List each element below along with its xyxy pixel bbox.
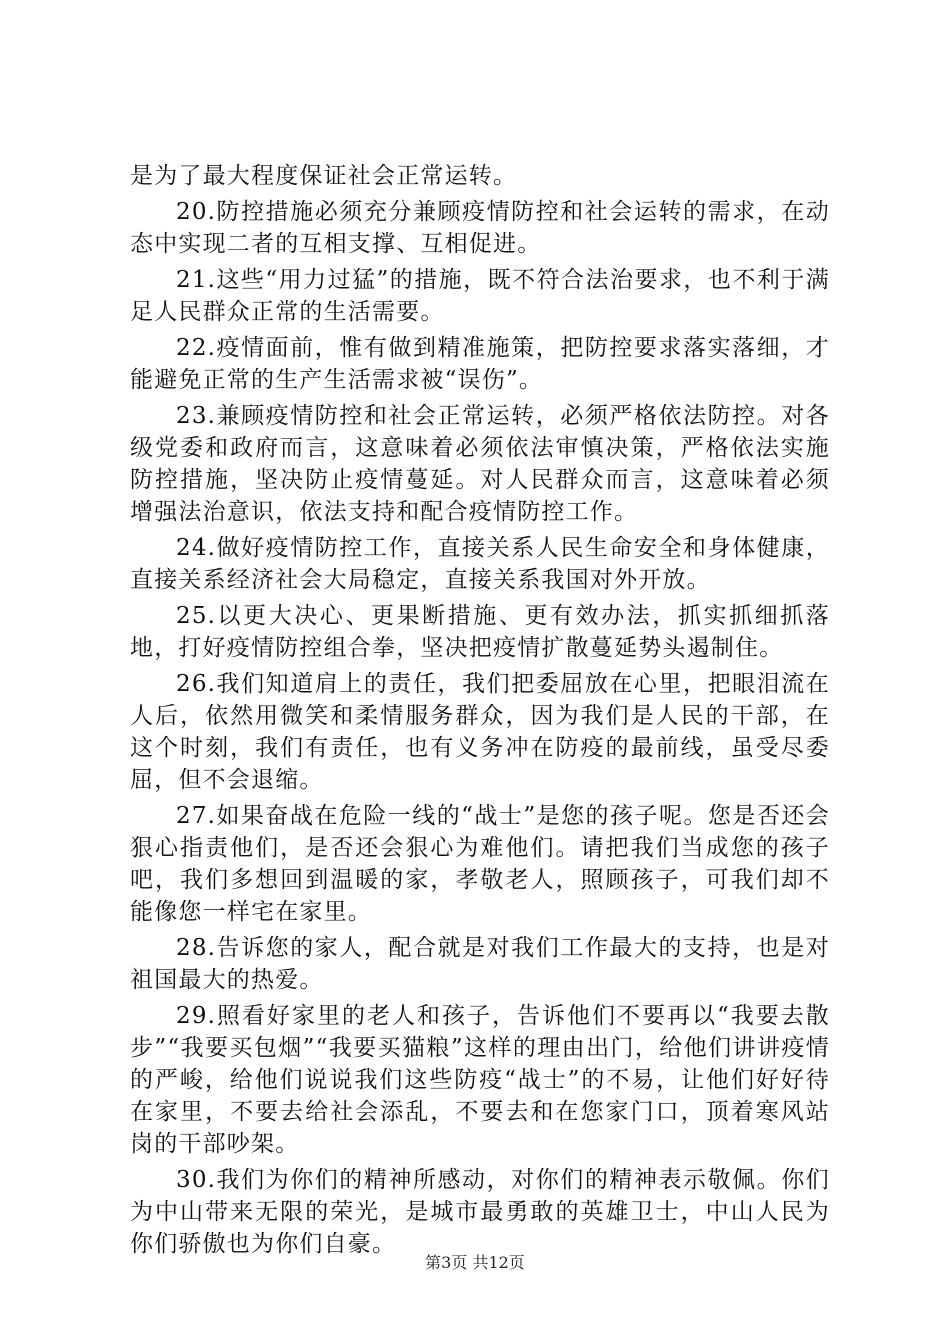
paragraph-30: 30.我们为你们的精神所感动，对你们的精神表示敬佩。你们为中山带来无限的荣光，是城市最勇敢的英雄卫士，中山人民为你们骄傲也为你们自豪。 bbox=[130, 1167, 830, 1257]
paragraph-continuation: 是为了最大程度保证社会正常运转。 bbox=[130, 163, 518, 189]
paragraph-20: 20.防控措施必须充分兼顾疫情防控和社会运转的需求，在动态中实现二者的互相支撑、互相促进。 bbox=[130, 199, 830, 257]
paragraph-25: 25.以更大决心、更果断措施、更有效办法，抓实抓细抓落地，打好疫情防控组合拳，坚决把疫情扩散蔓延势头遏制住。 bbox=[130, 603, 830, 661]
paragraph-27: 27.如果奋战在危险一线的“战士”是您的孩子呢。您是否还会狠心指责他们，是否还会狠心为难他们。请把我们当成您的孩子吧，我们多想回到温暖的家，孝敬老人，照顾孩子，可我们却不能像您一样宅在家里。 bbox=[130, 803, 830, 925]
paragraph-26: 26.我们知道肩上的责任，我们把委屈放在心里，把眼泪流在人后，依然用微笑和柔情服务群众，因为我们是人民的干部，在这个时刻，我们有责任，也有义务冲在防疫的最前线，虽受尽委屈，但不会退缩。 bbox=[130, 671, 830, 793]
page-footer: 第3页 共12页 bbox=[425, 1253, 525, 1272]
document-body bbox=[130, 160, 830, 1260]
paragraph-24: 24.做好疫情防控工作，直接关系人民生命安全和身体健康，直接关系经济社会大局稳定，直接关系我国对外开放。 bbox=[130, 535, 830, 593]
paragraph-29: 29.照看好家里的老人和孩子，告诉他们不要再以“我要去散步”“我要买包烟”“我要买猫粮”这样的理由出门，给他们讲讲疫情的严峻，给他们说说我们这些防疫“战士”的不易，让他们好好待在家里，不要去给社会添乱，不要去和在您家门口，顶着寒风站岗的干部吵架。 bbox=[130, 1003, 830, 1157]
paragraph-28: 28.告诉您的家人，配合就是对我们工作最大的支持，也是对祖国最大的热爱。 bbox=[130, 935, 830, 993]
paragraph-21: 21.这些“用力过猛”的措施，既不符合法治要求，也不利于满足人民群众正常的生活需要。 bbox=[130, 267, 830, 325]
paragraph-22: 22.疫情面前，惟有做到精准施策，把防控要求落实落细，才能避免正常的生产生活需求被“误伤”。 bbox=[130, 335, 830, 393]
paragraph-23: 23.兼顾疫情防控和社会正常运转，必须严格依法防控。对各级党委和政府而言，这意味着必须依法审慎决策，严格依法实施防控措施，坚决防止疫情蔓延。对人民群众而言，这意味着必须增强法治意识，依法支持和配合疫情防控工作。 bbox=[130, 403, 830, 525]
